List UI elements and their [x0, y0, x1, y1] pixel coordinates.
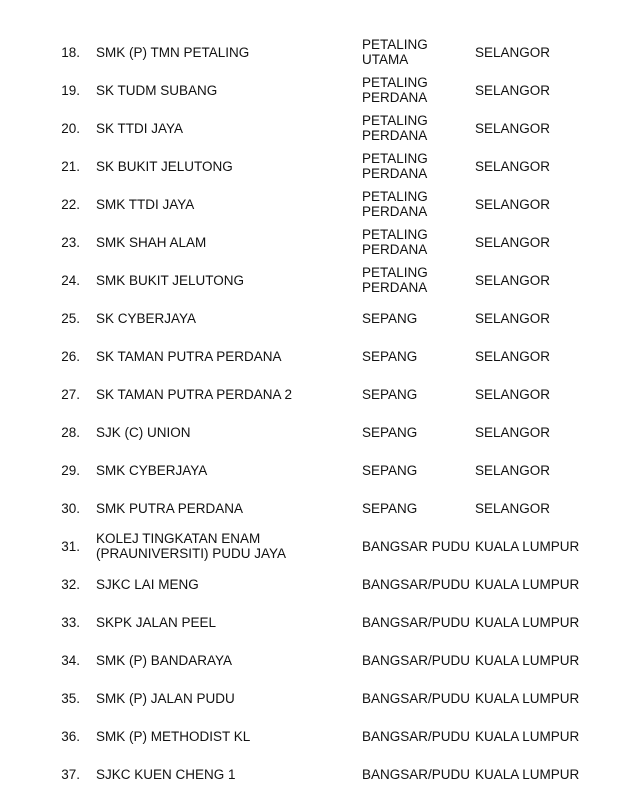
- district: SEPANG: [362, 310, 418, 326]
- table-row: [0, 375, 628, 413]
- school-name: SK TAMAN PUTRA PERDANA 2: [96, 386, 293, 402]
- district: PETALING PERDANA: [362, 75, 428, 105]
- table-row: [0, 299, 628, 337]
- district: PETALING PERDANA: [362, 151, 428, 181]
- row-number: 29.: [61, 462, 80, 478]
- row-number: 31.: [61, 538, 80, 554]
- table-row: [0, 413, 628, 451]
- table-row: [0, 71, 628, 109]
- state: SELANGOR: [475, 234, 551, 250]
- state: SELANGOR: [475, 348, 551, 364]
- table-row: [0, 261, 628, 299]
- state: KUALA LUMPUR: [475, 538, 580, 554]
- state: SELANGOR: [475, 424, 551, 440]
- row-number: 36.: [61, 728, 80, 744]
- district: PETALING PERDANA: [362, 189, 428, 219]
- district: BANGSAR PUDU: [362, 538, 471, 554]
- table-row: [0, 603, 628, 641]
- table-row: [0, 641, 628, 679]
- school-name: SJKC LAI MENG: [96, 576, 199, 592]
- state: SELANGOR: [475, 44, 551, 60]
- school-name: SK BUKIT JELUTONG: [96, 158, 233, 174]
- district: PETALING PERDANA: [362, 265, 428, 295]
- row-number: 27.: [61, 386, 80, 402]
- row-number: 25.: [61, 310, 80, 326]
- school-name: SMK (P) BANDARAYA: [96, 652, 233, 668]
- district: PETALING PERDANA: [362, 227, 428, 257]
- state: SELANGOR: [475, 462, 551, 478]
- state: SELANGOR: [475, 158, 551, 174]
- row-number: 19.: [61, 82, 80, 98]
- school-name: SKPK JALAN PEEL: [96, 614, 217, 630]
- row-number: 37.: [61, 766, 80, 782]
- table-row: [0, 565, 628, 603]
- school-name: SMK (P) TMN PETALING: [96, 44, 250, 60]
- row-number: 24.: [61, 272, 80, 288]
- table-row: [0, 717, 628, 755]
- district: SEPANG: [362, 462, 418, 478]
- state: SELANGOR: [475, 500, 551, 516]
- school-name: SK TTDI JAYA: [96, 120, 184, 136]
- school-name: SK TUDM SUBANG: [96, 82, 218, 98]
- district: BANGSAR/PUDU: [362, 652, 471, 668]
- district: BANGSAR/PUDU: [362, 766, 471, 782]
- table-row: [0, 223, 628, 261]
- row-number: 22.: [61, 196, 80, 212]
- state: KUALA LUMPUR: [475, 652, 580, 668]
- state: KUALA LUMPUR: [475, 728, 580, 744]
- school-table: [0, 33, 628, 793]
- district: BANGSAR/PUDU: [362, 576, 471, 592]
- table-row: [0, 185, 628, 223]
- table-row: [0, 147, 628, 185]
- row-number: 33.: [61, 614, 80, 630]
- state: SELANGOR: [475, 272, 551, 288]
- school-name: SJK (C) UNION: [96, 424, 191, 440]
- district: PETALING UTAMA: [362, 37, 428, 67]
- school-name: SMK PUTRA PERDANA: [96, 500, 244, 516]
- row-number: 30.: [61, 500, 80, 516]
- table-row: [0, 109, 628, 147]
- table-row: [0, 451, 628, 489]
- row-number: 28.: [61, 424, 80, 440]
- school-name: SMK BUKIT JELUTONG: [96, 272, 245, 288]
- school-name: SMK (P) METHODIST KL: [96, 728, 251, 744]
- table-row: [0, 679, 628, 717]
- table-row: [0, 755, 628, 793]
- district: SEPANG: [362, 424, 418, 440]
- school-name: SMK (P) JALAN PUDU: [96, 690, 235, 706]
- state: SELANGOR: [475, 310, 551, 326]
- school-name: SMK TTDI JAYA: [96, 196, 195, 212]
- district: SEPANG: [362, 348, 418, 364]
- state: KUALA LUMPUR: [475, 766, 580, 782]
- state: KUALA LUMPUR: [475, 576, 580, 592]
- district: SEPANG: [362, 500, 418, 516]
- school-name: SK TAMAN PUTRA PERDANA: [96, 348, 282, 364]
- table-row: [0, 489, 628, 527]
- district: BANGSAR/PUDU: [362, 690, 471, 706]
- school-name: SJKC KUEN CHENG 1: [96, 766, 236, 782]
- row-number: 23.: [61, 234, 80, 250]
- table-row: [0, 33, 628, 71]
- row-number: 20.: [61, 120, 80, 136]
- table-row: [0, 527, 628, 565]
- row-number: 32.: [61, 576, 80, 592]
- district: BANGSAR/PUDU: [362, 728, 471, 744]
- state: SELANGOR: [475, 386, 551, 402]
- state: SELANGOR: [475, 196, 551, 212]
- school-name: SK CYBERJAYA: [96, 310, 197, 326]
- state: KUALA LUMPUR: [475, 614, 580, 630]
- row-number: 18.: [61, 44, 80, 60]
- table-row: [0, 337, 628, 375]
- district: BANGSAR/PUDU: [362, 614, 471, 630]
- state: SELANGOR: [475, 120, 551, 136]
- row-number: 34.: [61, 652, 80, 668]
- district: SEPANG: [362, 386, 418, 402]
- state: KUALA LUMPUR: [475, 690, 580, 706]
- row-number: 35.: [61, 690, 80, 706]
- district: PETALING PERDANA: [362, 113, 428, 143]
- state: SELANGOR: [475, 82, 551, 98]
- school-name: KOLEJ TINGKATAN ENAM (PRAUNIVERSITI) PUDU JAYA: [96, 531, 287, 561]
- row-number: 26.: [61, 348, 80, 364]
- school-name: SMK SHAH ALAM: [96, 234, 207, 250]
- school-name: SMK CYBERJAYA: [96, 462, 208, 478]
- row-number: 21.: [61, 158, 80, 174]
